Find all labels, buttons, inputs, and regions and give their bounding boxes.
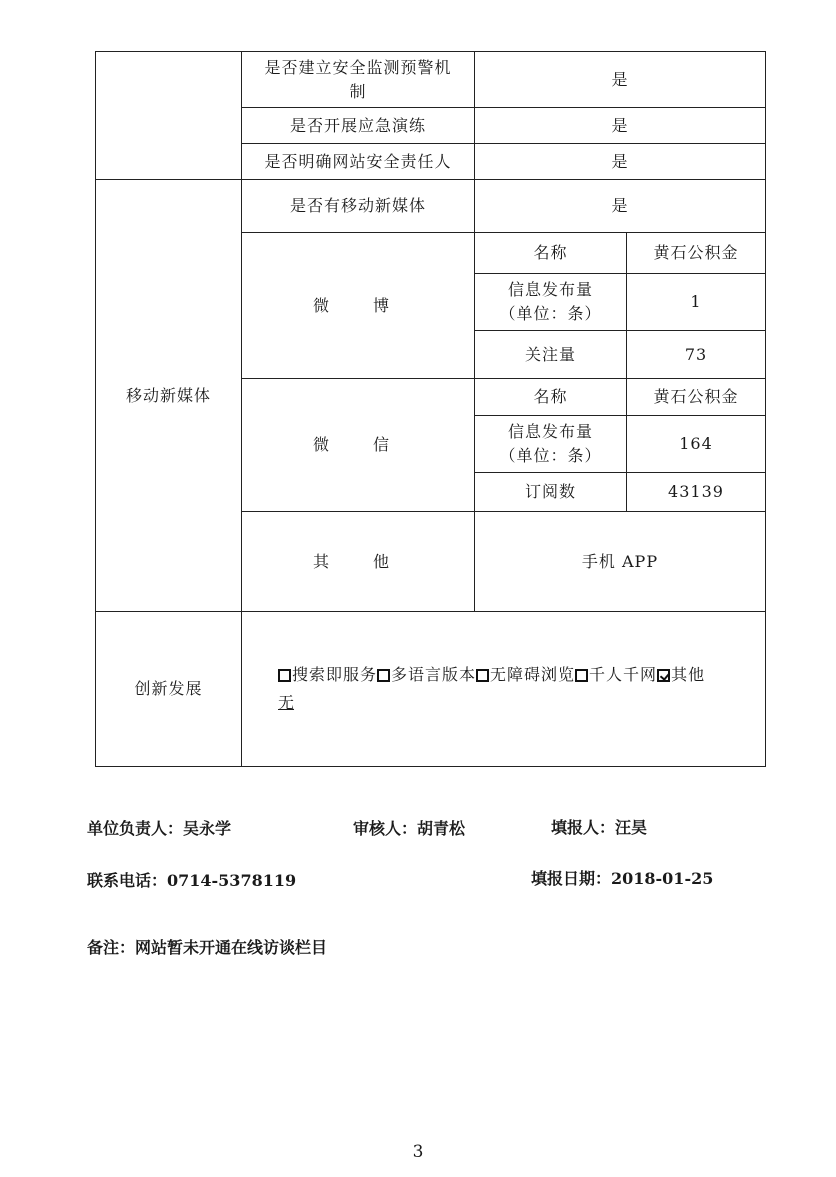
- weibo-posts-label: 信息发布量（单位：条）: [475, 274, 627, 331]
- weixin-subscribers-value: 43139: [627, 473, 766, 512]
- has-mobile-media-value: 是: [475, 180, 766, 233]
- weibo-label: 微 博: [242, 233, 475, 379]
- checkbox-accessibility: [476, 669, 489, 682]
- footer-reviewer: 审核人：胡青松: [353, 819, 466, 838]
- weixin-posts-value: 164: [627, 416, 766, 473]
- checkbox-personalized: [575, 669, 588, 682]
- weibo-followers-value: 73: [627, 331, 766, 379]
- footer-phone: 联系电话：0714-5378119: [87, 871, 297, 890]
- page-number: 3: [412, 1142, 424, 1162]
- row-label-responsible-person: 是否明确网站安全责任人: [242, 144, 475, 180]
- innovation-options: [242, 612, 766, 767]
- row-value-responsible-person: 是: [475, 144, 766, 180]
- checkbox-multilingual: [377, 669, 390, 682]
- footer-date: 填报日期：2018-01-25: [531, 869, 714, 888]
- weibo-name-value: 黄石公积金: [627, 233, 766, 274]
- section-cell-blank: [96, 52, 242, 180]
- mobile-media-label: 移动新媒体: [96, 180, 242, 612]
- checkbox-search-service: [278, 669, 291, 682]
- row-value-monitoring: 是: [475, 52, 766, 108]
- row-label-drill: 是否开展应急演练: [242, 108, 475, 144]
- has-mobile-media-label: 是否有移动新媒体: [242, 180, 475, 233]
- option-accessibility: 无障碍浏览: [476, 665, 575, 684]
- report-table: [95, 51, 766, 767]
- row-value-drill: 是: [475, 108, 766, 144]
- option-multilingual: 多语言版本: [377, 665, 476, 684]
- weibo-posts-value: 1: [627, 274, 766, 331]
- option-personalized: 千人千网: [575, 665, 657, 684]
- weixin-subscribers-label: 订阅数: [475, 473, 627, 512]
- checkbox-other-checked: [657, 669, 670, 682]
- weibo-followers-label: 关注量: [475, 331, 627, 379]
- row-label-monitoring: 是否建立安全监测预警机制: [242, 52, 475, 108]
- option-search-service: 搜索即服务: [278, 665, 377, 684]
- footer-responsible: 单位负责人：吴永学: [87, 819, 232, 838]
- footer-note: 备注：网站暂未开通在线访谈栏目: [87, 938, 328, 957]
- weixin-name-label: 名称: [475, 379, 627, 416]
- other-media-label: 其 他: [242, 512, 475, 612]
- option-other: 其他: [657, 665, 705, 684]
- footer-filler: 填报人：汪昊: [551, 818, 648, 837]
- innovation-label: 创新发展: [96, 612, 242, 767]
- other-media-value: 手机 APP: [475, 512, 766, 612]
- weixin-name-value: 黄石公积金: [627, 379, 766, 416]
- weibo-name-label: 名称: [475, 233, 627, 274]
- weixin-posts-label: 信息发布量（单位：条）: [475, 416, 627, 473]
- innovation-other-value: 无: [278, 693, 295, 712]
- weixin-label: 微 信: [242, 379, 475, 512]
